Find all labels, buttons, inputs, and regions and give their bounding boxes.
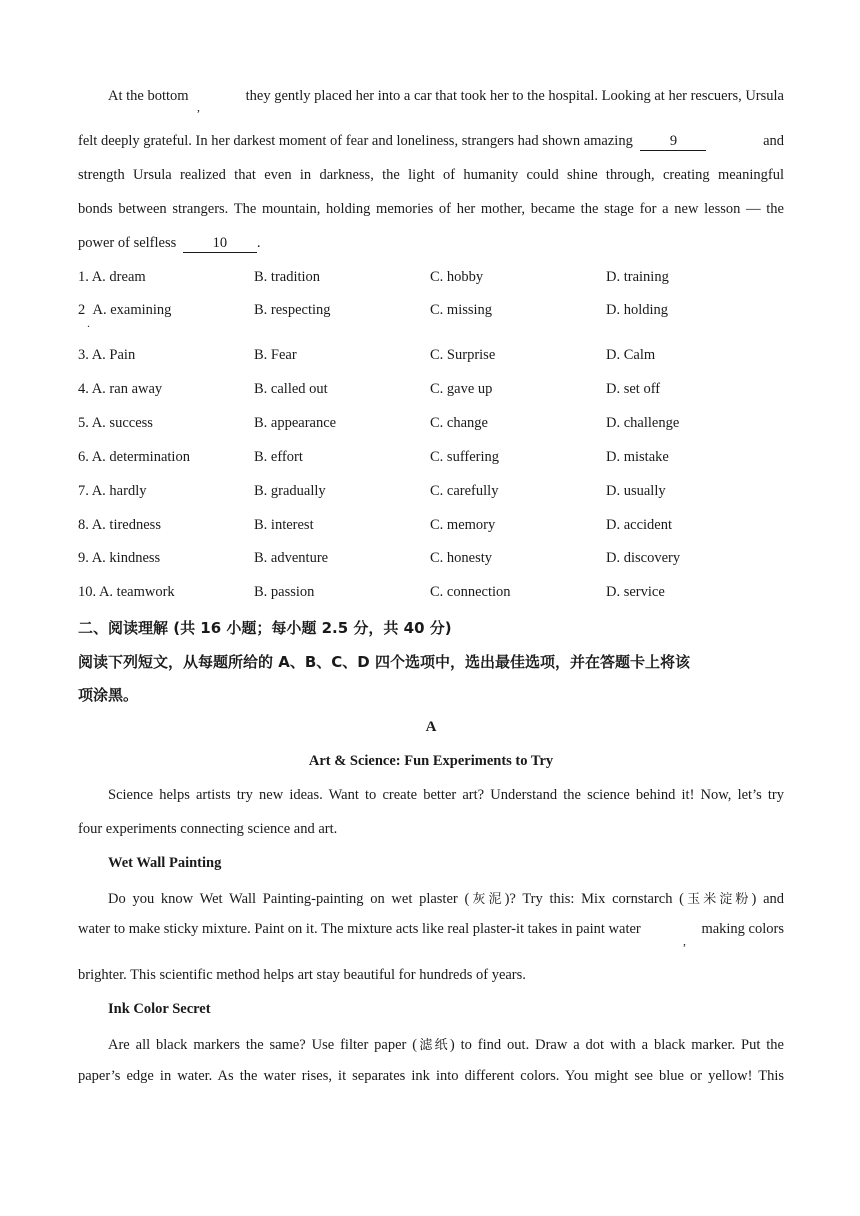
- passage-text: .: [256, 235, 261, 251]
- option-d: D. usually: [606, 483, 666, 499]
- option-c: C. gave up: [430, 381, 493, 397]
- passage-line-5: [78, 235, 784, 253]
- option-b: B. adventure: [254, 550, 329, 566]
- option-a: 6. A. determination: [78, 449, 190, 465]
- paragraph-2-line-2: water to make sticky mixture. Paint on it. The mixture acts like real plaster-it takes in paint water making colors: [78, 921, 784, 937]
- option-c: C. carefully: [430, 483, 499, 499]
- option-c: C. suffering: [430, 449, 500, 465]
- section-heading: 二、阅读理解 (共 16 小题；每小题 2.5 分，共 40 分): [78, 619, 452, 637]
- option-row-8: [78, 517, 784, 537]
- stray-comma: ,: [197, 100, 200, 114]
- option-a: 8. A. tiredness: [78, 517, 161, 533]
- option-c: C. honesty: [430, 550, 493, 566]
- option-b: B. interest: [254, 517, 314, 533]
- option-a: 1. A. dream: [78, 269, 146, 285]
- option-b: B. Fear: [254, 347, 297, 363]
- option-c: C. missing: [430, 302, 493, 318]
- passage-line-2: [78, 133, 784, 151]
- option-a: 2 A. examining: [78, 302, 172, 318]
- paragraph-1-line-1: Science helps artists try new ideas. Want to create better art? Understand the science behind it! Now, let’s try: [108, 787, 784, 803]
- option-d: D. service: [606, 584, 665, 600]
- passage-text: felt deeply grateful. In her darkest moment of fear and loneliness, strangers had shown amazing: [78, 133, 633, 149]
- option-a: 4. A. ran away: [78, 381, 163, 397]
- option-d: D. Calm: [606, 347, 656, 363]
- passage-line-4: bonds between strangers. The mountain, holding memories of her mother, became the stage for a new lesson — the: [78, 201, 784, 217]
- option-row-3: [78, 347, 784, 367]
- option-c: C. change: [430, 415, 488, 431]
- option-row-9: [78, 550, 784, 570]
- option-row-10: [78, 584, 784, 604]
- option-b: B. called out: [254, 381, 328, 397]
- paragraph-2-line-3: brighter. This scientific method helps art stay beautiful for hundreds of years.: [78, 967, 526, 983]
- option-b: B. tradition: [254, 269, 321, 285]
- paragraph-1-line-2: four experiments connecting science and art.: [78, 821, 338, 837]
- option-b: B. respecting: [254, 302, 331, 318]
- option-d: D. training: [606, 269, 669, 285]
- option-b: B. gradually: [254, 483, 326, 499]
- option-b: B. effort: [254, 449, 303, 465]
- passage-line-1b: [211, 88, 784, 105]
- passage-text: At the bottom: [108, 88, 189, 104]
- passage-text: power of selfless: [78, 235, 177, 251]
- paragraph-3-line-2: paper’s edge in water. As the water rises, it separates ink into different colors. You might see blue or yellow! This: [78, 1068, 784, 1084]
- option-row-1: [78, 269, 784, 289]
- paragraph-3-line-1: Are all black markers the same? Use filter paper (滤纸) to find out. Draw a dot with a black marker. Put the: [108, 1037, 784, 1053]
- passage-line-3: strength Ursula realized that even in darkness, the light of humanity could shine through, creating meaningful: [78, 167, 784, 183]
- option-a: 10. A. teamwork: [78, 584, 175, 600]
- paragraph-2-line-1: Do you know Wet Wall Painting-painting on wet plaster (灰泥)? Try this: Mix cornstarch (玉米淀粉) and: [108, 891, 785, 907]
- passage-text: and: [763, 133, 784, 149]
- option-row-5: [78, 415, 784, 435]
- blank-10: 10: [183, 236, 257, 253]
- stray-dot: .: [87, 316, 90, 330]
- option-d: D. set off: [606, 381, 661, 397]
- subheading-wet-wall: Wet Wall Painting: [108, 855, 222, 871]
- blank-9: 9: [640, 134, 706, 151]
- option-c: C. Surprise: [430, 347, 496, 363]
- section-instruction: 阅读下列短文，从每题所给的 A、B、C、D 四个选项中，选出最佳选项，并在答题卡上将该: [78, 653, 690, 671]
- option-b: B. passion: [254, 584, 315, 600]
- option-d: D. discovery: [606, 550, 681, 566]
- option-b: B. appearance: [254, 415, 337, 431]
- passage-letter: A: [425, 719, 437, 735]
- option-row-6: [78, 449, 784, 469]
- section-instruction-cont: 项涂黑。: [78, 686, 139, 704]
- option-d: D. challenge: [606, 415, 680, 431]
- option-row-7: [78, 483, 784, 503]
- option-row-4: [78, 381, 784, 401]
- option-c: C. connection: [430, 584, 511, 600]
- option-row-2: [78, 302, 784, 322]
- passage-title: Art & Science: Fun Experiments to Try: [308, 753, 554, 769]
- option-d: D. mistake: [606, 449, 669, 465]
- option-a: 7. A. hardly: [78, 483, 147, 499]
- option-a: 5. A. success: [78, 415, 153, 431]
- subheading-ink-color: Ink Color Secret: [108, 1001, 211, 1017]
- option-d: D. holding: [606, 302, 669, 318]
- option-c: C. memory: [430, 517, 496, 533]
- stray-comma: ,: [683, 934, 686, 948]
- option-a: 9. A. kindness: [78, 550, 161, 566]
- option-a: 3. A. Pain: [78, 347, 136, 363]
- option-d: D. accident: [606, 517, 673, 533]
- passage-text: they gently placed her into a car that took her to the hospital. Looking at her rescuers, Ursula: [245, 88, 784, 104]
- option-c: C. hobby: [430, 269, 484, 285]
